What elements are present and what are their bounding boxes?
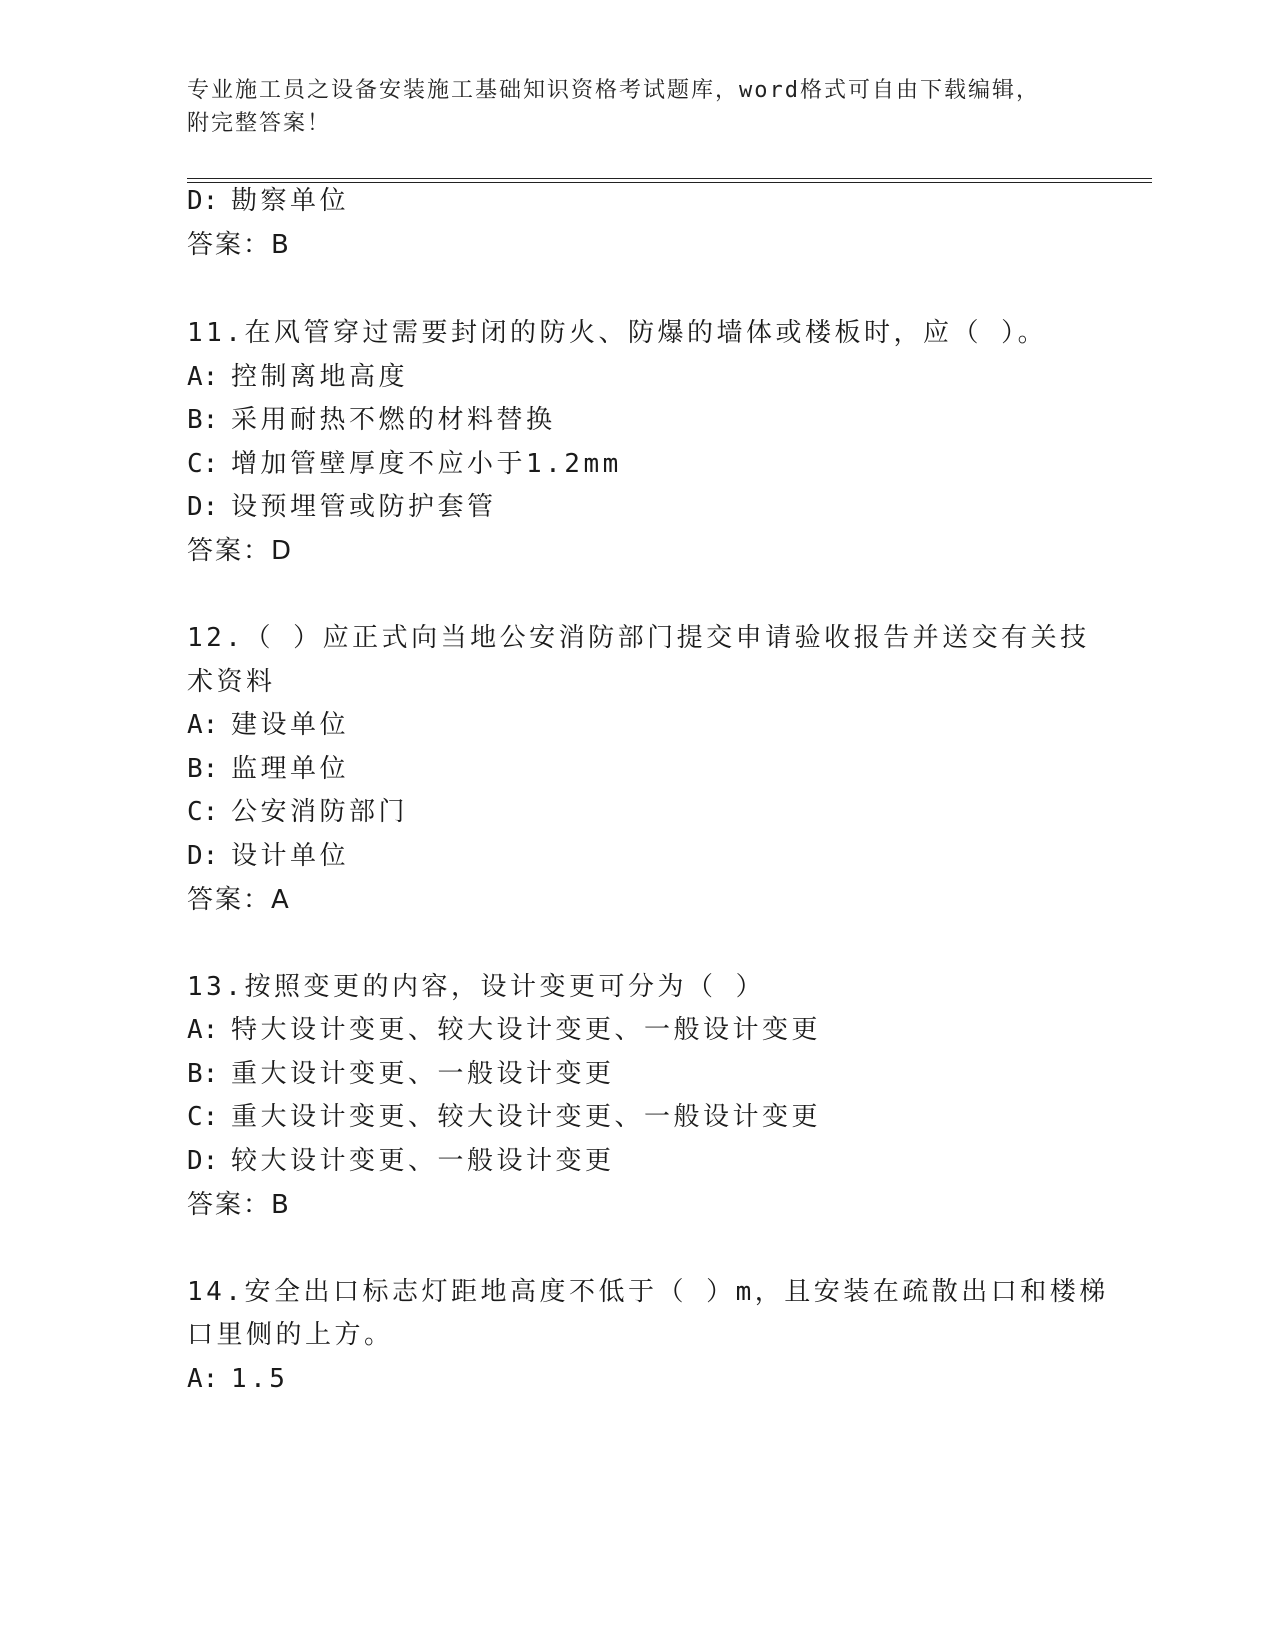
question-11-stem: 11.在风管穿过需要封闭的防火、防爆的墙体或楼板时，应（ ）。 bbox=[187, 318, 1048, 348]
question-13-option-b: B: 重大设计变更、一般设计变更 bbox=[187, 1059, 615, 1089]
question-12-answer: 答案：A bbox=[187, 885, 291, 915]
question-12-stem: 12.（ ）应正式向当地公安消防部门提交申请验收报告并送交有关技 bbox=[187, 623, 1090, 653]
question-13-option-c: C: 重大设计变更、较大设计变更、一般设计变更 bbox=[187, 1102, 822, 1132]
question-13-option-a: A: 特大设计变更、较大设计变更、一般设计变更 bbox=[187, 1015, 822, 1045]
answer-line: 答案：B bbox=[187, 230, 291, 260]
option-d: D: 勘察单位 bbox=[187, 186, 350, 216]
question-14-option-a: A: 1.5 bbox=[187, 1364, 289, 1394]
question-12-option-b: B: 监理单位 bbox=[187, 754, 350, 784]
question-12-option-d: D: 设计单位 bbox=[187, 841, 350, 871]
header-divider bbox=[187, 178, 1152, 183]
question-12-option-a: A: 建设单位 bbox=[187, 710, 350, 740]
question-11-option-c: C: 增加管壁厚度不应小于1.2mm bbox=[187, 449, 622, 479]
question-12-stem-cont: 术资料 bbox=[187, 667, 276, 697]
header-line-2: 附完整答案！ bbox=[187, 111, 332, 136]
question-11-option-b: B: 采用耐热不燃的材料替换 bbox=[187, 405, 556, 435]
question-14-stem-cont: 口里侧的上方。 bbox=[187, 1320, 394, 1350]
question-12-option-c: C: 公安消防部门 bbox=[187, 797, 409, 827]
question-13-answer: 答案：B bbox=[187, 1190, 291, 1220]
question-11-option-a: A: 控制离地高度 bbox=[187, 362, 409, 392]
question-14-stem: 14.安全出口标志灯距地高度不低于（ ）m，且安装在疏散出口和楼梯 bbox=[187, 1277, 1109, 1307]
question-11-option-d: D: 设预埋管或防护套管 bbox=[187, 492, 497, 522]
header-line-1: 专业施工员之设备安装施工基础知识资格考试题库，word格式可自由下载编辑， bbox=[187, 78, 1040, 103]
question-13-stem: 13.按照变更的内容，设计变更可分为（ ） bbox=[187, 972, 766, 1002]
page-header bbox=[187, 74, 1087, 140]
question-13-option-d: D: 较大设计变更、一般设计变更 bbox=[187, 1146, 615, 1176]
question-11-answer: 答案：D bbox=[187, 536, 294, 566]
